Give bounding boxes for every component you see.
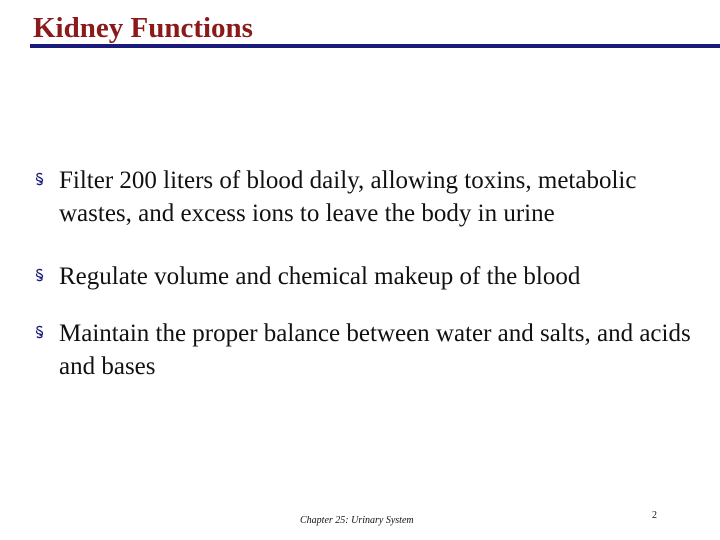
bullet-list bbox=[30, 164, 700, 413]
bullet-text: Filter 200 liters of blood daily, allowing toxins, metabolic wastes, and excess ions to leave the body in urine bbox=[59, 167, 637, 227]
slide-footer: Chapter 25: Urinary System bbox=[300, 515, 414, 526]
slide-title: Kidney Functions bbox=[33, 12, 253, 44]
page-number: 2 bbox=[652, 510, 657, 521]
section-sign-icon bbox=[34, 268, 45, 282]
bullet-text: Regulate volume and chemical makeup of the blood bbox=[59, 263, 581, 290]
bullet-item bbox=[30, 164, 700, 230]
section-sign-icon bbox=[34, 325, 45, 339]
bullet-text: Maintain the proper balance between water and salts, and acids and bases bbox=[59, 320, 691, 380]
section-sign-icon bbox=[34, 172, 45, 186]
bullet-item bbox=[30, 317, 700, 383]
title-underline bbox=[30, 44, 720, 48]
bullet-item bbox=[30, 260, 700, 293]
